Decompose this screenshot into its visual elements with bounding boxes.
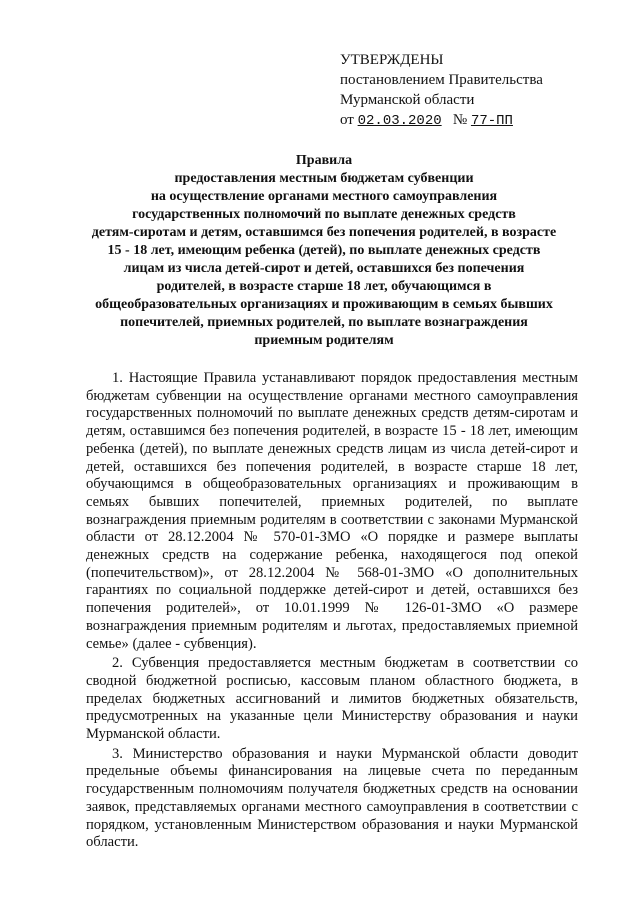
date-prefix: от [340,112,354,128]
title-line: на осуществление органами местного самоуправления [150,189,498,204]
title-line: общеобразовательных организациях и проживающим в семьях бывших [95,297,553,312]
title-line: государственных полномочий по выплате денежных средств [132,207,516,222]
title-line: детям-сиротам и детям, оставшимся без попечения родителей, в возрасте [91,225,557,240]
paragraph-1: 1. Настоящие Правила устанавливают порядок предоставления местным бюджетам субвенции на осуществление органами местного самоуправления государственных полномочий по выплате денежных средств детям-сиротам и детям, оставшимся без попечения родителей, в возрасте 15 - 18 лет, имеющим ребенка (детей), по выплате денежных средств лицам из числа детей-сирот и детей, оставшихся без попечения родителей, в возрасте старше 18 лет, обучающимся в общеобразовательных организациях и проживающим в семьях бывших попечителей, приемных родителей, по выплате вознаграждения приемным родителям в соответствии с законами Мурманской области от 28.12.2004 № 570-01-ЗМО «О порядке и размере выплаты денежных средств на содержание ребенка, находящегося под опекой (попечительством)», от 28.12.2004 № 568-01-ЗМО «О дополнительных гарантиях по социальной поддержке детей-сирот и детей, оставшихся без попечения родителей», от 10.01.1999 № 126-01-ЗМО «О размере вознаграждения приемным родителям и льготах, предоставляемых приемной семье» (далее - субвенция). [86,370,578,652]
title-line: попечителей, приемных родителей, по выплате вознаграждения [120,315,528,330]
approval-date: 02.03.2020 [357,113,442,129]
title-line: приемным родителям [254,333,394,348]
title-line: предоставления местным бюджетам субвенции [174,171,474,186]
document-body [86,370,578,854]
title-line: 15 - 18 лет, имеющим ребенка (детей), по выплате денежных средств [107,243,541,258]
paragraph-2: 2. Субвенция предоставляется местным бюджетам в соответствии со сводной бюджетной росписью, кассовым планом областного бюджета, в пределах бюджетных ассигнований и лимитов бюджетных обязательств, предусмотренных на указанные цели Министерству образования и науки Мурманской области. [86,655,578,743]
approval-line-1: постановлением Правительства [340,72,543,88]
document-title [82,152,566,350]
title-line: лицам из числа детей-сирот и детей, оставшихся без попечения [123,261,525,276]
approval-date-line [340,110,610,131]
approval-line-2: Мурманской области [340,92,475,108]
approval-number: 77-ПП [470,113,513,129]
paragraph-3: 3. Министерство образования и науки Мурманской области доводит предельные объемы финансирования на лицевые счета по переданным государственным полномочиям получателя бюджетных средств на основании заявок, представляемых органами местного самоуправления в соответствии с порядком, установленным Министерством образования и науки Мурманской области. [86,745,578,851]
approval-heading: УТВЕРЖДЕНЫ [340,52,444,68]
title-line: Правила [295,153,353,168]
title-line: родителей, в возрасте старше 18 лет, обучающимся в [156,279,492,294]
number-prefix: № [452,112,468,128]
approval-stamp [340,50,610,131]
